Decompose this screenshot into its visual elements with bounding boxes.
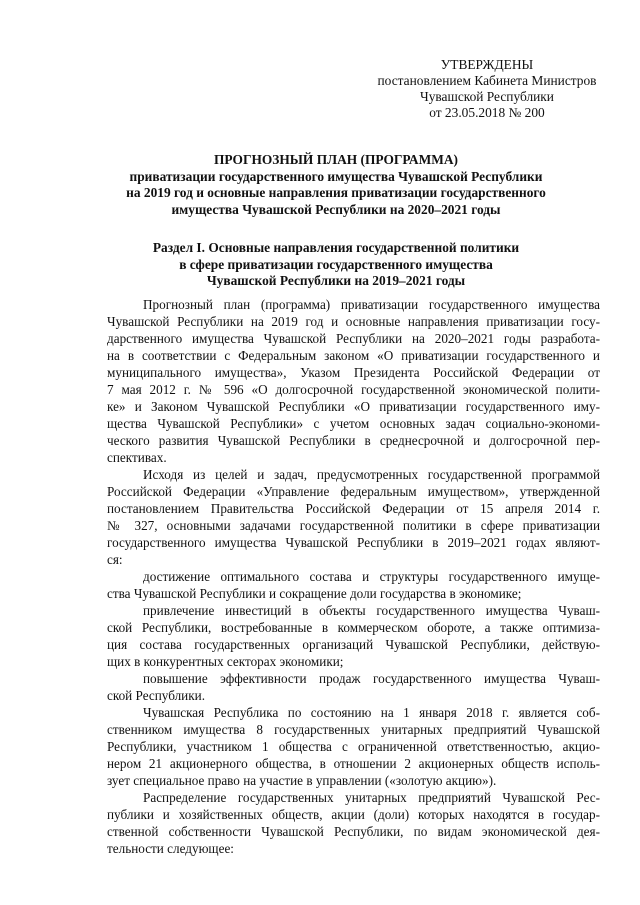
body-line: ческого развития Чувашской Республики в среднесрочной и долгосрочной пер- xyxy=(107,433,600,448)
approval-date: от 23.05.2018 № 200 xyxy=(429,105,545,120)
body-line: № 327, основными задачами государственной политики в сфере приватизации xyxy=(107,518,600,533)
body-line: зует специальное право на участие в управлении («золотую акцию»). xyxy=(107,773,497,788)
body-line: повышение эффективности продаж государственного имущества Чуваш- xyxy=(143,671,600,686)
document-title xyxy=(96,152,576,218)
body-line: 7 мая 2012 г. № 596 «О долгосрочной государственной экономической полити- xyxy=(107,382,600,397)
body-line: щества Чувашской Республики» с учетом основных задач социально-экономи- xyxy=(107,416,600,431)
body-line: на в соответствии с Федеральным законом «О приватизации государственного и xyxy=(107,348,600,363)
body-line: ственником имущества 8 государственных унитарных предприятий Чувашской xyxy=(107,722,600,737)
title-line: приватизации государственного имущества Чувашской Республики xyxy=(129,168,543,184)
body-line: ственной собственности Чувашской Республики, по видам экономической дея- xyxy=(107,824,600,839)
body-line: Российской Федерации «Управление федеральным имуществом», утвержденной xyxy=(107,484,600,499)
body-line: Республики, участником 1 общества с ограниченной ответственностью, акцио- xyxy=(107,739,600,754)
body-line: публики и хозяйственных обществ, акции (доли) которых находятся в государ- xyxy=(107,807,600,822)
body-line: Исходя из целей и задач, предусмотренных государственной программой xyxy=(143,467,600,482)
section-line: Чувашской Республики на 2019–2021 годы xyxy=(206,273,466,288)
body-line: дарственного имущества Чувашской Республики на 2020–2021 годы разработа- xyxy=(107,331,600,346)
section-line: Раздел I. Основные направления государственной политики xyxy=(152,240,520,255)
body-line: тельности следующее: xyxy=(107,841,234,856)
body-line: щих в конкурентных секторах экономики; xyxy=(107,654,344,669)
body-line: спективах. xyxy=(107,450,167,465)
body-text xyxy=(107,296,600,857)
body-line: Чувашская Республика по состоянию на 1 января 2018 г. является соб- xyxy=(143,705,600,720)
body-line: Прогнозный план (программа) приватизации государственного имущества xyxy=(143,297,600,312)
approval-line: Чувашской Республики xyxy=(420,89,554,104)
body-line: достижение оптимального состава и структуры государственного имуще- xyxy=(143,569,600,584)
body-line: нером 21 акционерного общества, в отношении 2 акционерных обществ исполь- xyxy=(107,756,600,771)
section-heading xyxy=(96,240,576,290)
body-line: Чувашской Республики на 2019 год и основные направления приватизации госу- xyxy=(107,314,600,329)
title-line: ПРОГНОЗНЫЙ ПЛАН (ПРОГРАММА) xyxy=(214,152,458,167)
approval-stamp xyxy=(362,57,612,121)
title-line: имущества Чувашской Республики на 2020–2021 годы xyxy=(171,201,501,217)
body-line: ция состава государственных организаций Чувашской Республики, действую- xyxy=(107,637,600,652)
body-line: привлечение инвестиций в объекты государственного имущества Чуваш- xyxy=(143,603,600,618)
section-line: в сфере приватизации государственного имущества xyxy=(179,256,493,272)
body-line: муниципального имущества», Указом Президента Российской Федерации от xyxy=(107,365,600,380)
body-line: ся: xyxy=(107,552,123,567)
body-line: государственного имущества Чувашской Республики в 2019–2021 годах являют- xyxy=(107,535,600,550)
body-line: Распределение государственных унитарных предприятий Чувашской Рес- xyxy=(143,790,600,805)
body-line: ства Чувашской Республики и сокращение доли государства в экономике; xyxy=(107,586,522,601)
body-line: постановлением Правительства Российской Федерации от 15 апреля 2014 г. xyxy=(107,501,600,516)
title-line: на 2019 год и основные направления приватизации государственного xyxy=(126,185,546,200)
body-line: ке» и Законом Чувашской Республики «О приватизации государственного иму- xyxy=(107,399,600,414)
approval-line: постановлением Кабинета Министров xyxy=(377,73,597,88)
body-line: ской Республики. xyxy=(107,688,205,703)
approval-heading: УТВЕРЖДЕНЫ xyxy=(440,57,534,72)
body-line: ской Республики, востребованные в коммерческом обороте, а также оптимиза- xyxy=(107,620,600,635)
